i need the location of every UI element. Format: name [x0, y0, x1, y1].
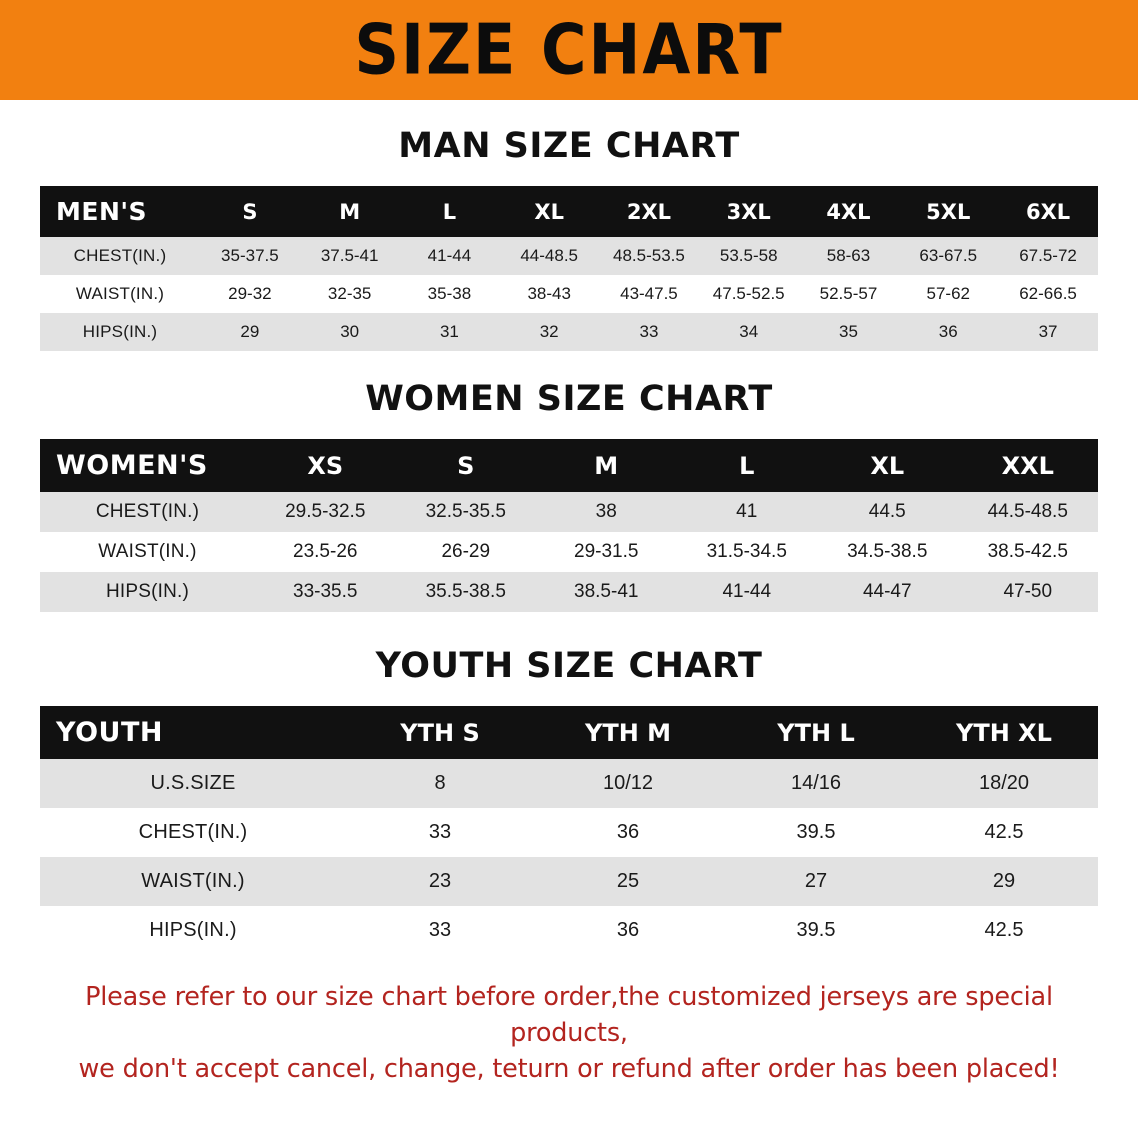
women-row-label-chest: CHEST(IN.): [40, 492, 255, 532]
table-cell: 18/20: [910, 759, 1098, 808]
table-row: [40, 492, 1098, 532]
table-cell: 53.5-58: [699, 237, 799, 275]
table-cell: 32-35: [300, 275, 400, 313]
table-cell: 26-29: [396, 532, 537, 572]
youth-row-label-chest: CHEST(IN.): [40, 808, 346, 857]
youth-size-table-wrapper: [40, 706, 1098, 955]
men-row-label-hips: HIPS(IN.): [40, 313, 200, 351]
table-cell: 33: [346, 808, 534, 857]
youth-section-title: YOUTH SIZE CHART: [375, 646, 763, 686]
table-header-row: [40, 439, 1098, 492]
table-row: [40, 532, 1098, 572]
men-col-6xl: 6XL: [998, 186, 1098, 237]
men-col-m: M: [300, 186, 400, 237]
table-cell: 32.5-35.5: [396, 492, 537, 532]
men-size-table-wrapper: [40, 186, 1098, 351]
youth-col-s: YTH S: [346, 706, 534, 759]
table-cell: 29: [910, 857, 1098, 906]
table-cell: 31.5-34.5: [677, 532, 818, 572]
table-row: [40, 759, 1098, 808]
table-cell: 41-44: [400, 237, 500, 275]
table-cell: 34.5-38.5: [817, 532, 958, 572]
table-cell: 43-47.5: [599, 275, 699, 313]
table-row: [40, 275, 1098, 313]
youth-row-label-waist: WAIST(IN.): [40, 857, 346, 906]
men-size-table: [40, 186, 1098, 351]
table-row: [40, 572, 1098, 612]
men-col-s: S: [200, 186, 300, 237]
table-cell: 44-48.5: [499, 237, 599, 275]
table-cell: 36: [534, 808, 722, 857]
youth-col-l: YTH L: [722, 706, 910, 759]
men-row-label-waist: WAIST(IN.): [40, 275, 200, 313]
table-cell: 67.5-72: [998, 237, 1098, 275]
men-col-3xl: 3XL: [699, 186, 799, 237]
table-cell: 35.5-38.5: [396, 572, 537, 612]
table-cell: 23.5-26: [255, 532, 396, 572]
table-cell: 10/12: [534, 759, 722, 808]
men-col-xl: XL: [499, 186, 599, 237]
table-row: [40, 857, 1098, 906]
table-cell: 38.5-42.5: [958, 532, 1099, 572]
table-cell: 44-47: [817, 572, 958, 612]
table-cell: 62-66.5: [998, 275, 1098, 313]
table-cell: 44.5: [817, 492, 958, 532]
table-cell: 29.5-32.5: [255, 492, 396, 532]
man-section-title: MAN SIZE CHART: [398, 126, 740, 166]
table-cell: 33: [346, 906, 534, 955]
disclaimer-note: [40, 979, 1098, 1088]
women-col-l: L: [677, 439, 818, 492]
women-row-label-waist: WAIST(IN.): [40, 532, 255, 572]
women-size-table: [40, 439, 1098, 612]
table-cell: 52.5-57: [799, 275, 899, 313]
table-cell: 25: [534, 857, 722, 906]
disclaimer-line-2: we don't accept cancel, change, teturn or refund after order has been placed!: [78, 1054, 1060, 1085]
youth-table-corner-label: YOUTH: [40, 706, 346, 759]
table-cell: 42.5: [910, 906, 1098, 955]
women-col-xxl: XXL: [958, 439, 1099, 492]
table-cell: 35: [799, 313, 899, 351]
table-row: [40, 313, 1098, 351]
table-row: [40, 906, 1098, 955]
table-cell: 27: [722, 857, 910, 906]
table-cell: 36: [534, 906, 722, 955]
table-cell: 39.5: [722, 906, 910, 955]
table-cell: 23: [346, 857, 534, 906]
table-cell: 41-44: [677, 572, 818, 612]
women-col-xl: XL: [817, 439, 958, 492]
table-header-row: [40, 186, 1098, 237]
men-row-label-chest: CHEST(IN.): [40, 237, 200, 275]
table-cell: 8: [346, 759, 534, 808]
table-cell: 48.5-53.5: [599, 237, 699, 275]
table-header-row: [40, 706, 1098, 759]
men-col-l: L: [400, 186, 500, 237]
women-row-label-hips: HIPS(IN.): [40, 572, 255, 612]
women-size-table-wrapper: [40, 439, 1098, 612]
table-cell: 29: [200, 313, 300, 351]
banner: [0, 0, 1138, 100]
table-cell: 63-67.5: [898, 237, 998, 275]
table-cell: 39.5: [722, 808, 910, 857]
table-cell: 31: [400, 313, 500, 351]
banner-title: SIZE CHART: [354, 8, 784, 91]
table-cell: 37: [998, 313, 1098, 351]
table-cell: 32: [499, 313, 599, 351]
table-cell: 44.5-48.5: [958, 492, 1099, 532]
table-cell: 47.5-52.5: [699, 275, 799, 313]
table-cell: 41: [677, 492, 818, 532]
table-row: [40, 237, 1098, 275]
table-cell: 29-32: [200, 275, 300, 313]
table-cell: 38-43: [499, 275, 599, 313]
table-cell: 47-50: [958, 572, 1099, 612]
men-col-5xl: 5XL: [898, 186, 998, 237]
table-cell: 14/16: [722, 759, 910, 808]
table-cell: 33: [599, 313, 699, 351]
table-cell: 36: [898, 313, 998, 351]
youth-col-m: YTH M: [534, 706, 722, 759]
table-cell: 35-37.5: [200, 237, 300, 275]
table-cell: 42.5: [910, 808, 1098, 857]
table-cell: 38: [536, 492, 677, 532]
women-col-xs: XS: [255, 439, 396, 492]
table-row: [40, 808, 1098, 857]
youth-col-xl: YTH XL: [910, 706, 1098, 759]
table-cell: 57-62: [898, 275, 998, 313]
table-cell: 34: [699, 313, 799, 351]
table-cell: 30: [300, 313, 400, 351]
table-cell: 33-35.5: [255, 572, 396, 612]
table-cell: 29-31.5: [536, 532, 677, 572]
disclaimer-line-1: Please refer to our size chart before order,the customized jerseys are special products,: [85, 982, 1053, 1049]
table-cell: 58-63: [799, 237, 899, 275]
women-table-corner-label: WOMEN'S: [40, 439, 255, 492]
youth-row-label-us-size: U.S.SIZE: [40, 759, 346, 808]
women-section-title: WOMEN SIZE CHART: [365, 379, 773, 419]
youth-row-label-hips: HIPS(IN.): [40, 906, 346, 955]
women-col-s: S: [396, 439, 537, 492]
men-col-4xl: 4XL: [799, 186, 899, 237]
men-table-corner-label: MEN'S: [40, 186, 200, 237]
men-col-2xl: 2XL: [599, 186, 699, 237]
table-cell: 35-38: [400, 275, 500, 313]
youth-size-table: [40, 706, 1098, 955]
table-cell: 38.5-41: [536, 572, 677, 612]
table-cell: 37.5-41: [300, 237, 400, 275]
women-col-m: M: [536, 439, 677, 492]
